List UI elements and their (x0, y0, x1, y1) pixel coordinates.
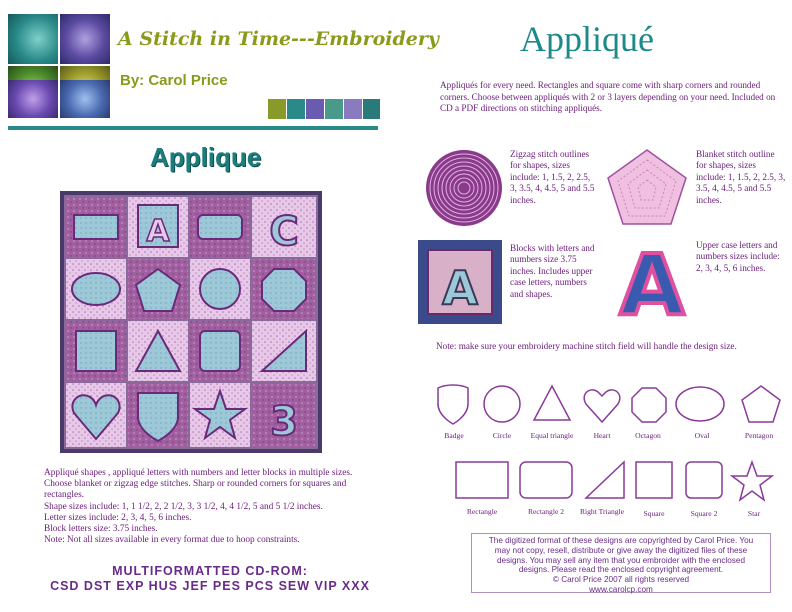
grid-cell-right-triangle (252, 321, 316, 381)
grid-svg (60, 191, 322, 453)
zigzag-circle-sample (424, 148, 504, 228)
octagon-shape (632, 388, 666, 422)
label-right-triangle: Right Triangle (579, 507, 625, 516)
block-letter-a: A (442, 261, 478, 315)
oval-shape (676, 387, 724, 421)
intro-paragraph: Appliqués for every need. Rectangles and square come with sharp corners and rounded corners. Choose between appliqués with 2 or 3 layers depending on your need. Included on CD a PDF directions on stitching appliqués. (440, 80, 776, 113)
copyright-line: may not copy, resell, distribute or give away the digitized files of these (494, 545, 748, 555)
copyright-line: The digitized format of these designs are copyrighted by Carol Price. You (488, 536, 754, 545)
grid-letter-a: A (146, 214, 170, 249)
label-equal-triangle: Equal triangle (530, 431, 574, 440)
upper-letter-sample (614, 236, 690, 334)
square-shape (636, 462, 672, 498)
left-body-line: Choose blanket or zigzag edge stitches. Sharp or rounded corners for squares and (44, 479, 347, 490)
logo-tiles-lower (8, 66, 112, 118)
shape-outlines-row1 (430, 380, 790, 428)
copyright-line: designs. Please read the enclosed copyright agreement. (518, 565, 724, 575)
label-oval: Oval (694, 431, 710, 440)
copyright-box (471, 533, 771, 593)
label-rectangle: Rectangle (466, 507, 498, 516)
block-letter-sample (418, 240, 502, 324)
left-body-line: Shape sizes include: 1, 1 1/2, 2, 2 1/2, 3, 3 1/2, 4, 4 1/2, 5 and 5 1/2 inches. (44, 501, 323, 512)
tile-teal (8, 14, 58, 64)
label-octagon: Octagon (635, 431, 661, 440)
badge-shape (438, 385, 468, 424)
label-badge: Badge (444, 431, 464, 440)
hoop-note: Note: make sure your embroidery machine stitch field will handle the design size. (436, 341, 737, 351)
blanket-description: Blanket stitch outline for shapes, sizes include: 1, 1.5, 2, 2.5, 3, 3.5, 4, 4.5, 5 and 5.5 inches. (696, 149, 786, 205)
mini-tiles (268, 99, 380, 119)
left-body-line: Block letters size: 3.75 inches. (44, 524, 158, 535)
grid-cell-rounded-rectangle (190, 197, 250, 257)
format-block (40, 564, 380, 594)
square-2-shape (686, 462, 722, 498)
heart-shape (584, 390, 620, 422)
website-link[interactable]: www.carolcp.com (589, 584, 653, 594)
zigzag-description: Zigzag stitch outlines for shapes, sizes include: 1, 1.5, 2, 2.5, 3, 3.5, 4, 4.5, 5 and 5.5 inches. (510, 149, 595, 205)
grid-cell-pentagon (128, 259, 188, 319)
grid-cell-octagon (252, 259, 316, 319)
grid-cell-circle (190, 259, 250, 319)
triangle-shape (534, 386, 570, 420)
grid-cell-letter-a (128, 197, 188, 257)
circle-shape (484, 386, 520, 422)
pentagon-shape (742, 386, 780, 422)
grid-cell-heart (66, 383, 126, 447)
label-heart: Heart (593, 431, 611, 440)
grid-cell-star (190, 383, 250, 447)
grid-cell-oval (66, 259, 126, 319)
upper-letter-a: A (619, 236, 685, 334)
label-pentagon: Pentagon (744, 431, 774, 440)
grid-letter-c: C (269, 209, 299, 255)
left-description (44, 468, 384, 546)
label-rectangle-2: Rectangle 2 (527, 507, 565, 516)
copyright-line: © Carol Price 2007 all rights reserved (552, 575, 690, 585)
left-page-title: Applique (150, 142, 262, 172)
label-star: Star (747, 509, 761, 518)
grid-number-3: 3 (270, 399, 298, 445)
tile-purple (60, 14, 110, 64)
blanket-pentagon-sample (606, 148, 688, 226)
label-square: Square (643, 509, 665, 518)
multi-format-title: MULTIFORMATTED CD-ROM: (112, 564, 308, 578)
upper-description: Upper case letters and numbers sizes include: 2, 3, 4, 5, 6 inches. (696, 240, 780, 273)
tile-blue (60, 80, 110, 118)
tile-violet (8, 80, 58, 118)
copyright-line: designs. You may sell any item that you embroider with the enclosed (496, 555, 746, 565)
right-page-title: Appliqué (520, 19, 654, 59)
right-triangle-shape (586, 462, 624, 498)
format-list: CSD DST EXP HUS JEF PES PCS SEW VIP XXX (50, 579, 370, 593)
shape-outlines-row2 (452, 458, 782, 504)
brand-title: A Stitch in Time---Embroidery (118, 28, 439, 50)
left-body-line: Note: Not all sizes available in every format due to hoop constraints. (44, 535, 300, 546)
grid-cell-letter-c (252, 197, 316, 257)
grid-cell-badge (128, 383, 188, 447)
grid-cell-square (66, 321, 126, 381)
applique-sample-grid (60, 191, 322, 453)
rectangle-shape (456, 462, 508, 498)
grid-cell-triangle (128, 321, 188, 381)
rectangle-2-shape (520, 462, 572, 498)
label-square-2: Square 2 (690, 509, 718, 518)
grid-cell-number-3 (252, 383, 316, 447)
label-circle: Circle (492, 431, 512, 440)
grid-cell-rounded-square (190, 321, 250, 381)
left-body-line: Letter sizes include: 2, 3, 4, 5, 6 inches. (44, 512, 192, 523)
grid-cell-rectangle (66, 197, 126, 257)
blocks-description: Blocks with letters and numbers size 3.75 inches. Includes upper case letters, numbers and shapes. (510, 243, 595, 299)
left-body-line: rectangles. (44, 490, 85, 501)
header-rule (8, 126, 378, 130)
author-byline: By: Carol Price (120, 72, 228, 89)
star-shape (732, 462, 772, 500)
left-body-line: Appliqué shapes , appliqué letters with numbers and letter blocks in multiple sizes. (44, 468, 353, 478)
